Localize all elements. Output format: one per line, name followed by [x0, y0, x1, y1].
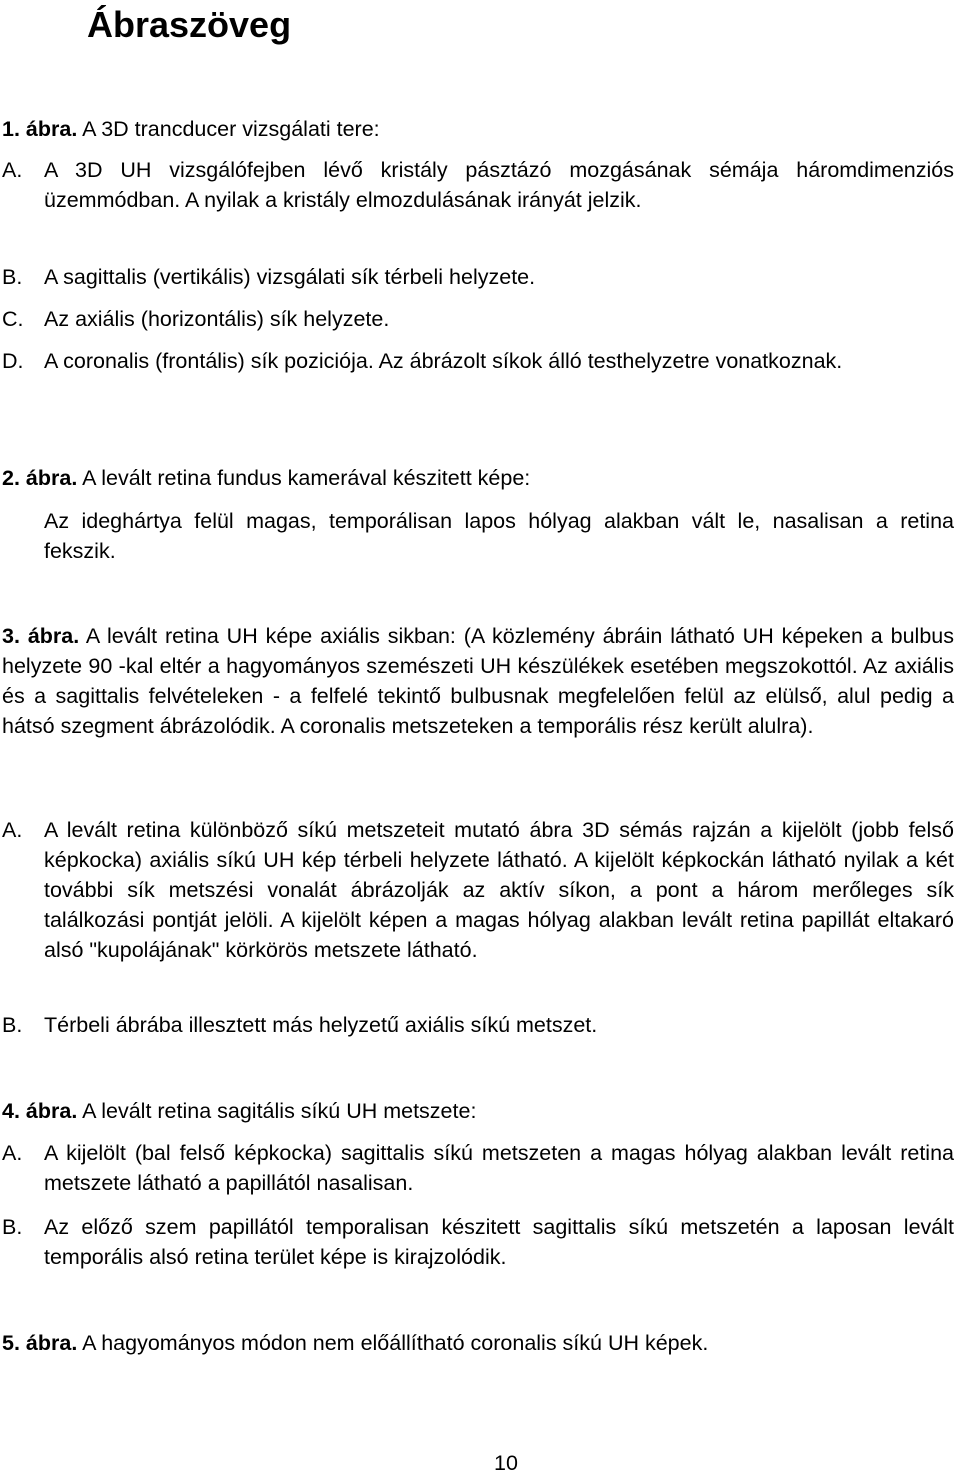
figure-1-item-d: [2, 346, 954, 376]
item-text: Az axiális (horizontális) sík helyzete.: [44, 307, 390, 331]
figure-4-item-b: [2, 1212, 954, 1272]
figure-1-item-b: [2, 262, 954, 292]
figure-2-body: Az ideghártya felül magas, temporálisan lapos hólyag alakban vált le, nasalisan a retina fekszik.: [44, 509, 954, 563]
item-text: A levált retina különböző síkú metszeteit mutató ábra 3D sémás rajzán a kijelölt (jobb felső képkocka) axiális síkú UH kép térbeli helyzete látható. A kijelölt képkockán látható nyilak a két további sík metszési vonalát ábrázolják az aktív síkon, a pont a három merőleges sík találkozási pontját jelöli. A kijelölt képen a magas hólyag alakban levált retina papillát eltakaró alsó "kupolájának" körkörös metszete látható.: [44, 818, 954, 962]
figure-4-item-a: [2, 1138, 954, 1198]
figure-5-label: 5. ábra.: [2, 1331, 78, 1355]
figure-2-caption: A levált retina fundus kamerával készitett képe:: [82, 466, 531, 490]
figure-5-caption: A hagyományos módon nem előállítható coronalis síkú UH képek.: [82, 1331, 709, 1355]
figure-2-label: 2. ábra.: [2, 466, 78, 490]
figure-4-label: 4. ábra.: [2, 1099, 78, 1123]
page-number: 10: [494, 1451, 518, 1475]
figure-3-label: 3. ábra.: [2, 624, 80, 648]
figure-1-item-a: [2, 155, 954, 215]
item-marker: B.: [2, 1215, 23, 1239]
item-text: Az előző szem papillától temporalisan készitett sagittalis síkú metszetén a laposan levált temporális alsó retina terület képe is kirajzolódik.: [44, 1215, 954, 1269]
item-marker: B.: [2, 265, 23, 289]
item-text: Térbeli ábrába illesztett más helyzetű axiális síkú metszet.: [44, 1013, 598, 1037]
figure-3-heading: [2, 621, 954, 741]
figure-4-caption: A levált retina sagitális síkú UH metszete:: [82, 1099, 477, 1123]
item-marker: A.: [2, 158, 23, 182]
item-text: A sagittalis (vertikális) vizsgálati sík térbeli helyzete.: [44, 265, 536, 289]
item-marker: C.: [2, 307, 24, 331]
item-marker: B.: [2, 1013, 23, 1037]
figure-4-heading: [2, 1096, 954, 1126]
item-text: A 3D UH vizsgálófejben lévő kristály pásztázó mozgásának sémája háromdimenziós üzemmódban. A nyilak a kristály elmozdulásának irányát jelzik.: [44, 158, 954, 212]
figure-1-item-c: [2, 304, 954, 334]
figure-2-heading: [2, 463, 954, 493]
item-marker: D.: [2, 349, 24, 373]
item-text: A coronalis (frontális) sík poziciója. Az ábrázolt síkok álló testhelyzetre vonatkoznak.: [44, 349, 843, 373]
page-title: Ábraszöveg: [87, 4, 292, 45]
item-marker: A.: [2, 1141, 23, 1165]
figure-5-heading: [2, 1328, 954, 1358]
item-marker: A.: [2, 818, 23, 842]
figure-1-label: 1. ábra.: [2, 117, 78, 141]
figure-3-item-b: [2, 1010, 954, 1040]
figure-3-item-a: [2, 815, 954, 965]
figure-1-heading: [2, 114, 954, 144]
item-text: A kijelölt (bal felső képkocka) sagittalis síkú metszeten a magas hólyag alakban levált retina metszete látható a papillától nasalisan.: [44, 1141, 954, 1195]
figure-1-caption: A 3D trancducer vizsgálati tere:: [82, 117, 380, 141]
figure-3-caption: A levált retina UH képe axiális sikban: (A közlemény ábráin látható UH képeken a bulbus helyzete 90 -kal eltér a hagyományos szemészeti UH készülékek esetében megszokottól. Az axiális és a sagittalis felvételeken - a felfelé tekintő bulbusnak megfelelően felül az elülső, alul pedig a hátsó szegment ábrázolódik. A coronalis metszeteken a temporális rész került alulra).: [2, 624, 954, 738]
